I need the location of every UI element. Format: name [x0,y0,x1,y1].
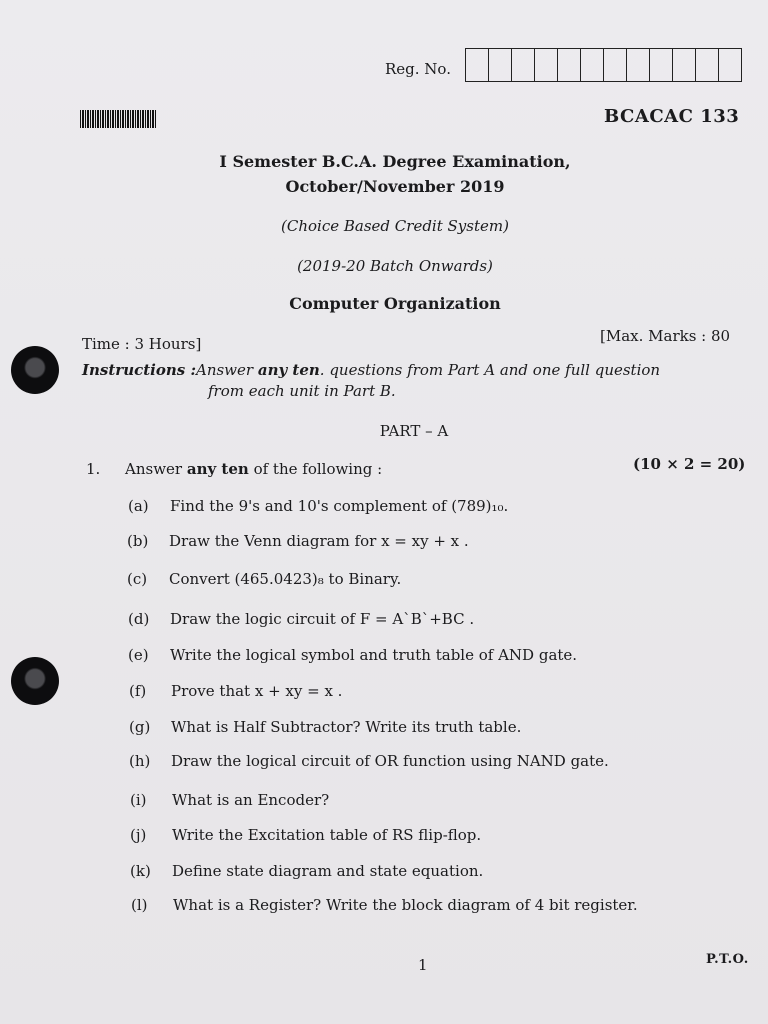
question-text-b: of the following : [248,460,383,478]
item-text: Define state diagram and state equation. [172,862,484,880]
item-label: (i) [130,791,147,809]
reg-no-label: Reg. No. [385,60,451,78]
max-marks-label: [Max. Marks : 80 [600,327,731,345]
instructions [82,360,752,402]
page-number: 1 [418,956,428,974]
reg-no-box [489,49,512,81]
reg-no-box [673,49,696,81]
item-text: Write the Excitation table of RS flip-flop. [172,826,482,844]
question-item [128,610,474,628]
item-label: (c) [127,570,148,588]
item-label: (j) [130,826,147,844]
question-item [129,682,342,700]
reg-no-box [650,49,673,81]
paper-code: BCACAC 133 [604,106,740,127]
item-text: Prove that x + xy = x . [171,682,343,700]
question-text [125,460,382,478]
item-text: Draw the Venn diagram for x = xy + x . [169,532,469,550]
question-number: 1. [86,460,101,478]
time-label: Time : 3 Hours] [82,335,202,353]
reg-no-box [558,49,581,81]
item-label: (b) [127,532,149,550]
reg-no-boxes [465,48,742,82]
instructions-label: Instructions : [82,361,196,379]
reg-no-box [719,49,741,81]
exam-title-line2: October/November 2019 [285,177,505,196]
pto-label: P.T.O. [706,952,749,967]
item-text: Write the logical symbol and truth table of AND gate. [170,646,578,664]
punch-hole [11,657,59,705]
item-text: What is an Encoder? [172,791,330,809]
question-item [128,646,577,664]
question-item [127,532,469,550]
question-item [130,862,483,880]
question-item [131,896,638,914]
item-text: What is a Register? Write the block diagram of 4 bit register. [173,896,638,914]
item-label: (f) [129,682,147,700]
question-item [129,752,609,770]
instructions-bold: any ten [257,361,320,379]
item-text: What is Half Subtractor? Write its truth table. [171,718,522,736]
item-label: (g) [129,718,151,736]
part-heading: PART – A [379,422,449,440]
reg-no-box [466,49,489,81]
barcode [80,110,156,128]
question-item [129,718,521,736]
item-label: (d) [128,610,150,628]
instructions-text-b: . questions from Part A and one full question [319,361,661,379]
question-bold: any ten [186,460,249,478]
punch-hole [11,346,59,394]
reg-no-box [512,49,535,81]
reg-no-box [627,49,650,81]
question-item [130,791,329,809]
item-text: Find the 9's and 10's complement of (789)₁₀. [170,497,509,515]
item-text: Draw the logical circuit of OR function using NAND gate. [171,752,609,770]
instructions-text-c: from each unit in Part B. [208,382,396,400]
question-text-a: Answer [125,460,187,478]
question-marks: (10 × 2 = 20) [633,455,746,473]
reg-no-box [604,49,627,81]
item-label: (k) [130,862,151,880]
item-label: (a) [128,497,149,515]
question-item [130,826,481,844]
item-label: (l) [131,896,148,914]
reg-no-box [581,49,604,81]
item-label: (e) [128,646,149,664]
scheme-text: (Choice Based Credit System) [281,217,509,235]
item-text: Convert (465.0423)₈ to Binary. [169,570,402,588]
question-item [127,570,401,588]
instructions-text-a: Answer [195,361,258,379]
question-item [128,497,508,515]
item-label: (h) [129,752,151,770]
batch-text: (2019-20 Batch Onwards) [297,257,493,275]
subject-title: Computer Organization [289,294,501,313]
exam-title-line1: I Semester B.C.A. Degree Examination, [219,152,571,171]
reg-no-box [535,49,558,81]
item-text: Draw the logic circuit of F = A`B`+BC . [170,610,475,628]
reg-no-box [696,49,719,81]
